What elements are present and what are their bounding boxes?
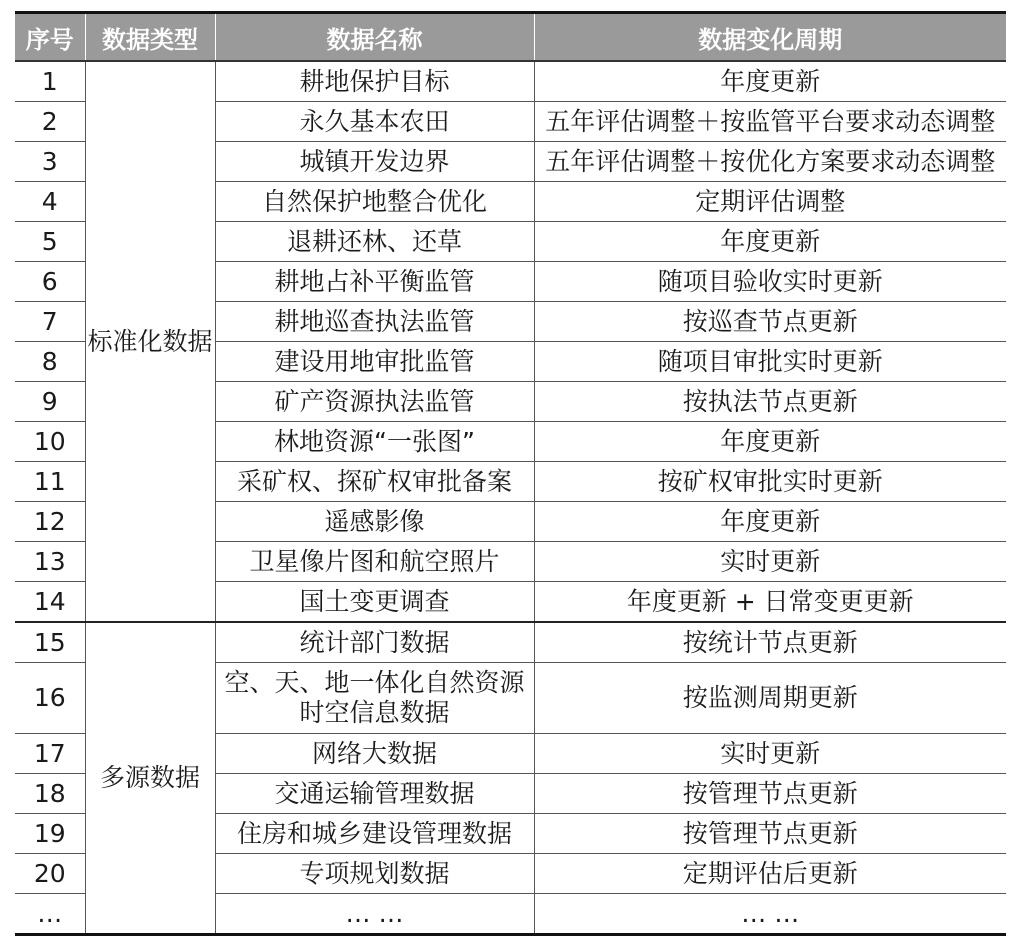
cell-seq: 17 bbox=[15, 734, 85, 774]
cell-data-name: 采矿权、探矿权审批备案 bbox=[215, 462, 534, 502]
cell-update-cycle: 随项目审批实时更新 bbox=[534, 342, 1006, 382]
cell-update-cycle: 按管理节点更新 bbox=[534, 814, 1006, 854]
cell-seq: … bbox=[15, 894, 85, 935]
cell-update-cycle: 年度更新 bbox=[534, 422, 1006, 462]
cell-update-cycle: 按管理节点更新 bbox=[534, 774, 1006, 814]
cell-data-name: 交通运输管理数据 bbox=[215, 774, 534, 814]
cell-update-cycle: 按执法节点更新 bbox=[534, 382, 1006, 422]
cell-seq: 9 bbox=[15, 382, 85, 422]
cell-data-name: 建设用地审批监管 bbox=[215, 342, 534, 382]
header-update-cycle: 数据变化周期 bbox=[534, 13, 1006, 62]
cell-seq: 6 bbox=[15, 262, 85, 302]
cell-update-cycle: 实时更新 bbox=[534, 542, 1006, 582]
cell-data-name: 矿产资源执法监管 bbox=[215, 382, 534, 422]
cell-seq: 7 bbox=[15, 302, 85, 342]
cell-data-name: 耕地占补平衡监管 bbox=[215, 262, 534, 302]
table-body bbox=[15, 61, 1006, 935]
cell-update-cycle: 年度更新 + 日常变更更新 bbox=[534, 582, 1006, 623]
cell-seq: 3 bbox=[15, 142, 85, 182]
cell-update-cycle: 按统计节点更新 bbox=[534, 622, 1006, 663]
header-seq: 序号 bbox=[15, 13, 85, 62]
cell-update-cycle: 年度更新 bbox=[534, 222, 1006, 262]
cell-data-name: 空、天、地一体化自然资源时空信息数据 bbox=[215, 663, 534, 734]
cell-data-name: … … bbox=[215, 894, 534, 935]
cell-data-type: 多源数据 bbox=[85, 622, 215, 935]
cell-update-cycle: 实时更新 bbox=[534, 734, 1006, 774]
header-data-name: 数据名称 bbox=[215, 13, 534, 62]
cell-seq: 18 bbox=[15, 774, 85, 814]
cell-data-name: 专项规划数据 bbox=[215, 854, 534, 894]
cell-update-cycle: 按矿权审批实时更新 bbox=[534, 462, 1006, 502]
cell-seq: 14 bbox=[15, 582, 85, 623]
cell-data-name: 自然保护地整合优化 bbox=[215, 182, 534, 222]
header-data-type: 数据类型 bbox=[85, 13, 215, 62]
cell-data-name: 城镇开发边界 bbox=[215, 142, 534, 182]
cell-update-cycle: 五年评估调整＋按监管平台要求动态调整 bbox=[534, 102, 1006, 142]
cell-data-name: 网络大数据 bbox=[215, 734, 534, 774]
cell-update-cycle: 随项目验收实时更新 bbox=[534, 262, 1006, 302]
data-update-cycle-table bbox=[15, 11, 1006, 936]
cell-seq: 20 bbox=[15, 854, 85, 894]
cell-seq: 13 bbox=[15, 542, 85, 582]
table-row bbox=[15, 622, 1006, 663]
cell-update-cycle: 按巡查节点更新 bbox=[534, 302, 1006, 342]
cell-data-type: 标准化数据 bbox=[85, 61, 215, 622]
cell-data-name: 永久基本农田 bbox=[215, 102, 534, 142]
cell-update-cycle: … … bbox=[534, 894, 1006, 935]
cell-seq: 8 bbox=[15, 342, 85, 382]
cell-data-name: 退耕还林、还草 bbox=[215, 222, 534, 262]
cell-seq: 10 bbox=[15, 422, 85, 462]
cell-seq: 16 bbox=[15, 663, 85, 734]
cell-update-cycle: 按监测周期更新 bbox=[534, 663, 1006, 734]
cell-update-cycle: 五年评估调整＋按优化方案要求动态调整 bbox=[534, 142, 1006, 182]
cell-data-name: 遥感影像 bbox=[215, 502, 534, 542]
table-row bbox=[15, 61, 1006, 102]
cell-data-name: 住房和城乡建设管理数据 bbox=[215, 814, 534, 854]
cell-data-name: 卫星像片图和航空照片 bbox=[215, 542, 534, 582]
cell-update-cycle: 年度更新 bbox=[534, 502, 1006, 542]
cell-update-cycle: 定期评估调整 bbox=[534, 182, 1006, 222]
cell-data-name: 国土变更调查 bbox=[215, 582, 534, 623]
cell-update-cycle: 年度更新 bbox=[534, 61, 1006, 102]
cell-seq: 19 bbox=[15, 814, 85, 854]
cell-data-name: 林地资源“一张图” bbox=[215, 422, 534, 462]
cell-data-name: 耕地巡查执法监管 bbox=[215, 302, 534, 342]
cell-seq: 4 bbox=[15, 182, 85, 222]
cell-data-name: 耕地保护目标 bbox=[215, 61, 534, 102]
cell-data-name: 统计部门数据 bbox=[215, 622, 534, 663]
cell-seq: 1 bbox=[15, 61, 85, 102]
header-row bbox=[15, 13, 1006, 62]
cell-seq: 5 bbox=[15, 222, 85, 262]
cell-seq: 11 bbox=[15, 462, 85, 502]
cell-seq: 12 bbox=[15, 502, 85, 542]
cell-update-cycle: 定期评估后更新 bbox=[534, 854, 1006, 894]
cell-seq: 15 bbox=[15, 622, 85, 663]
cell-seq: 2 bbox=[15, 102, 85, 142]
